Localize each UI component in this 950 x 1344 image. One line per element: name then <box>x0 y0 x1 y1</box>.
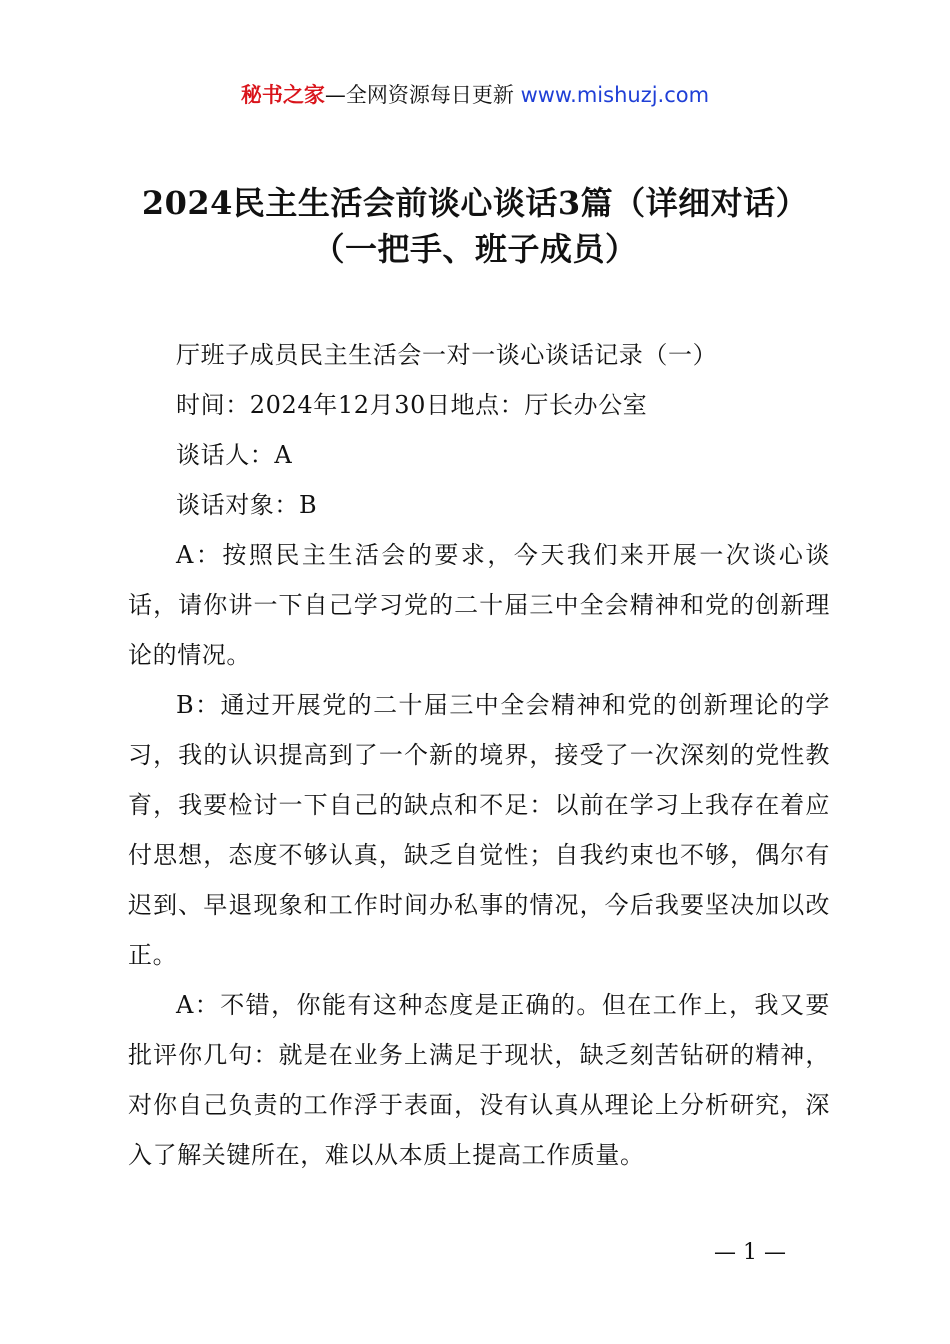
site-url-link[interactable]: www.mishuzj.com <box>520 83 710 107</box>
dialogue-paragraph: A：按照民主生活会的要求，今天我们来开展一次谈心谈话，请你讲一下自己学习党的二十届三中全会精神和党的创新理论的情况。 <box>128 541 830 669</box>
interviewer: 谈话人：A <box>176 441 293 469</box>
record-heading: 厅班子成员民主生活会一对一谈心谈话记录（一） <box>176 341 718 369</box>
page-number: — 1 — <box>714 1240 786 1265</box>
dialogue-paragraph: A：不错，你能有这种态度是正确的。但在工作上，我又要批评你几句：就是在业务上满足于现状，缺乏刻苦钻研的精神，对你自己负责的工作浮于表面，没有认真从理论上分析研究，深入了解关键所在，难以从本质上提高工作质量。 <box>128 991 830 1169</box>
interviewee: 谈话对象：B <box>176 491 318 519</box>
document-title <box>60 180 890 272</box>
document-title-line-2: （一把手、班子成员） <box>312 230 638 268</box>
meeting-time-place: 时间：2024年12月30日地点：厅长办公室 <box>176 391 648 419</box>
site-tagline: —全网资源每日更新 <box>324 83 521 107</box>
document-body <box>128 330 830 1180</box>
site-header <box>0 80 950 110</box>
document-title-line-1: 2024民主生活会前谈心谈话3篇（详细对话） <box>141 184 809 222</box>
site-name: 秘书之家 <box>240 83 325 107</box>
dialogue-paragraph: B：通过开展党的二十届三中全会精神和党的创新理论的学习，我的认识提高到了一个新的境界，接受了一次深刻的党性教育，我要检讨一下自己的缺点和不足：以前在学习上我存在着应付思想，态度不够认真，缺乏自觉性；自我约束也不够，偶尔有迟到、早退现象和工作时间办私事的情况，今后我要坚决加以改正。 <box>128 691 830 969</box>
